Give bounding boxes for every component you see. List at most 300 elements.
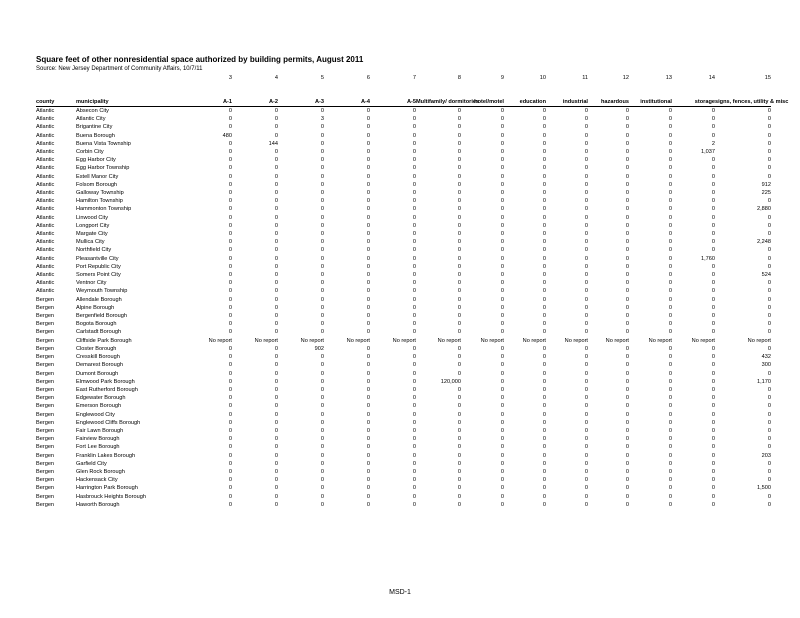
value-cell: 0 [625,452,629,459]
value-cell: 0 [457,173,461,180]
county-cell: Atlantic [36,190,55,197]
value-cell: 0 [228,427,232,434]
value-cell: 0 [500,362,504,369]
table-row [36,361,771,369]
value-cell: 0 [366,231,370,238]
value-cell: 0 [274,304,278,311]
table-row [36,484,771,492]
value-cell: 0 [625,493,629,500]
value-cell: 0 [767,321,771,328]
county-cell: Atlantic [36,132,55,139]
value-cell: 0 [228,378,232,385]
value-cell: 0 [457,239,461,246]
value-cell: 0 [320,247,324,254]
county-cell: Bergen [36,354,55,361]
value-cell: 2,880 [757,206,771,213]
value-cell: 0 [625,263,629,270]
value-cell: 0 [228,190,232,197]
value-cell: 0 [366,378,370,385]
value-cell: 0 [500,296,504,303]
value-cell: 0 [320,239,324,246]
table-row [36,148,771,156]
value-cell: 0 [711,436,715,443]
value-cell: 0 [668,354,672,361]
value-cell: 0 [767,124,771,131]
value-cell: 0 [228,124,232,131]
value-cell: 0 [228,255,232,262]
value-cell: 0 [767,411,771,418]
value-cell: 0 [542,288,546,295]
county-cell: Atlantic [36,231,55,238]
value-cell: 0 [412,140,416,147]
value-cell: 0 [711,165,715,172]
value-cell: 0 [500,140,504,147]
value-cell: 0 [625,378,629,385]
column-number [36,74,76,83]
table-row [36,328,771,336]
value-cell: 0 [542,239,546,246]
value-cell: 0 [274,419,278,426]
value-cell: 0 [457,247,461,254]
value-cell: 0 [500,116,504,123]
table-row [36,394,771,402]
municipality-cell: Bogota Borough [76,321,117,328]
value-cell: 0 [767,436,771,443]
value-cell: 0 [320,108,324,114]
column-number [76,74,188,83]
value-cell: 0 [500,354,504,361]
column-number: 11 [582,75,588,81]
table-row [36,337,771,345]
value-cell: 0 [457,255,461,262]
column-header: education [504,83,546,107]
value-cell: 0 [625,165,629,172]
value-cell: 0 [668,436,672,443]
value-cell: 0 [228,214,232,221]
value-cell: 0 [500,132,504,139]
value-cell: 0 [711,280,715,287]
table-row [36,181,771,189]
value-cell: 0 [625,395,629,402]
municipality-cell: Pleasantville City [76,255,119,262]
column-header: A-4 [324,83,370,107]
value-cell: 0 [366,452,370,459]
county-cell: Bergen [36,485,55,492]
value-cell: 0 [668,116,672,123]
value-cell: 0 [274,436,278,443]
report-title: Square feet of other nonresidential space authorized by building permits, August 2011 [36,55,364,64]
municipality-cell: Egg Harbor Township [76,165,130,172]
value-cell: 0 [366,370,370,377]
value-cell: 0 [274,149,278,156]
value-cell: 0 [500,288,504,295]
value-cell: 0 [320,354,324,361]
column-header: A-1 [188,83,232,107]
value-cell: 0 [668,165,672,172]
value-cell: 0 [584,411,588,418]
column-header: hazardous [588,83,629,107]
value-cell: 0 [668,198,672,205]
value-cell: 0 [366,181,370,188]
municipality-cell: East Rutherford Borough [76,386,138,393]
value-cell: 0 [274,362,278,369]
value-cell: 0 [457,354,461,361]
county-cell: Atlantic [36,149,55,156]
value-cell: 0 [711,427,715,434]
table-row [36,205,771,213]
table-row [36,271,771,279]
value-cell: 0 [668,493,672,500]
table-row [36,164,771,172]
value-cell: 0 [584,444,588,451]
value-cell: 0 [500,321,504,328]
value-cell: 0 [366,173,370,180]
value-cell: 0 [500,190,504,197]
page-footer: MSD-1 [389,589,411,596]
value-cell: 0 [711,452,715,459]
column-header: hotel/motel [461,83,504,107]
value-cell: 0 [668,378,672,385]
value-cell: 0 [320,477,324,484]
value-cell: 0 [228,165,232,172]
value-cell: 0 [500,378,504,385]
value-cell: 0 [668,501,672,508]
county-cell: Bergen [36,337,55,344]
value-cell: 0 [542,272,546,279]
column-number: 13 [665,75,672,81]
municipality-cell: Ventnor City [76,280,107,287]
column-header: storage [672,83,715,107]
value-cell: 1,170 [757,378,771,385]
value-cell: 0 [457,116,461,123]
value-cell: 0 [320,231,324,238]
value-cell: 0 [542,157,546,164]
value-cell: 0 [274,501,278,508]
value-cell: 0 [457,444,461,451]
value-cell: 0 [668,321,672,328]
value-cell: 0 [625,329,629,336]
value-cell: 0 [625,206,629,213]
value-cell: 0 [320,255,324,262]
municipality-cell: Buena Borough [76,132,115,139]
value-cell: 0 [668,280,672,287]
value-cell: 0 [542,386,546,393]
value-cell: 0 [668,362,672,369]
value-cell: 0 [274,157,278,164]
value-cell: 0 [542,140,546,147]
table-row [36,304,771,312]
value-cell: 0 [584,345,588,352]
value-cell: 0 [366,296,370,303]
value-cell: 0 [228,354,232,361]
value-cell: 0 [711,485,715,492]
value-cell: 0 [412,280,416,287]
value-cell: 0 [767,263,771,270]
county-cell: Atlantic [36,239,55,246]
value-cell: 0 [457,321,461,328]
value-cell: 0 [767,419,771,426]
value-cell: 0 [584,263,588,270]
county-cell: Atlantic [36,165,55,172]
county-cell: Bergen [36,427,55,434]
value-cell: 432 [761,354,771,361]
value-cell: 0 [366,354,370,361]
value-cell: 0 [412,501,416,508]
value-cell: 0 [711,477,715,484]
value-cell: 0 [366,501,370,508]
value-cell: 0 [366,214,370,221]
value-cell: 0 [584,460,588,467]
value-cell: 0 [711,468,715,475]
value-cell: 0 [767,296,771,303]
value-cell: 0 [412,108,416,114]
value-cell: 0 [457,329,461,336]
value-cell: 0 [625,370,629,377]
value-cell: 0 [320,321,324,328]
value-cell: 0 [500,468,504,475]
municipality-cell: Glen Rock Borough [76,468,125,475]
table-row [36,378,771,386]
value-cell: 0 [711,329,715,336]
municipality-cell: Margate City [76,231,108,238]
value-cell: 0 [711,501,715,508]
value-cell: 0 [412,190,416,197]
value-cell: 0 [274,395,278,402]
column-number: 4 [274,75,278,81]
value-cell: 1,037 [701,149,715,156]
value-cell: 0 [366,468,370,475]
municipality-cell: Cresskill Borough [76,354,120,361]
value-cell: 0 [274,165,278,172]
value-cell: 0 [500,386,504,393]
value-cell: 225 [761,190,771,197]
value-cell: 0 [711,411,715,418]
value-cell: 0 [711,313,715,320]
value-cell: 0 [542,378,546,385]
value-cell: 0 [542,263,546,270]
table-row [36,435,771,443]
value-cell: No report [346,337,370,344]
value-cell: 3 [320,116,324,123]
value-cell: 0 [542,231,546,238]
value-cell: 0 [711,386,715,393]
value-cell: 0 [320,149,324,156]
value-cell: 0 [767,198,771,205]
value-cell: 0 [320,190,324,197]
value-cell: 0 [542,452,546,459]
value-cell: 0 [274,173,278,180]
value-cell: No report [605,337,629,344]
value-cell: 0 [625,116,629,123]
value-cell: 0 [625,345,629,352]
value-cell: 0 [366,132,370,139]
value-cell: 0 [500,460,504,467]
value-cell: 0 [584,427,588,434]
value-cell: 0 [228,222,232,229]
value-cell: 0 [274,255,278,262]
value-cell: 0 [228,280,232,287]
value-cell: 0 [668,370,672,377]
value-cell: 0 [500,501,504,508]
value-cell: 0 [668,140,672,147]
value-cell: 0 [366,493,370,500]
value-cell: 0 [366,116,370,123]
table-row [36,402,771,410]
value-cell: 0 [542,477,546,484]
county-cell: Bergen [36,493,55,500]
value-cell: 0 [668,386,672,393]
value-cell: 0 [320,427,324,434]
value-cell: 0 [412,485,416,492]
value-cell: 0 [366,477,370,484]
column-header: Multifamily/ dormitories [416,83,461,107]
value-cell: 0 [274,296,278,303]
value-cell: 0 [542,411,546,418]
value-cell: 0 [767,165,771,172]
value-cell: 0 [412,395,416,402]
value-cell: 0 [584,419,588,426]
municipality-cell: Closter Borough [76,345,117,352]
municipality-cell: Galloway Township [76,190,124,197]
value-cell: 0 [228,116,232,123]
value-cell: 0 [320,313,324,320]
value-cell: 0 [228,149,232,156]
value-cell: 0 [228,239,232,246]
value-cell: 0 [711,247,715,254]
value-cell: 0 [625,181,629,188]
value-cell: 0 [711,321,715,328]
value-cell: No report [300,337,324,344]
value-cell: 0 [584,370,588,377]
value-cell: 0 [625,108,629,114]
value-cell: 0 [366,165,370,172]
value-cell: 0 [366,280,370,287]
value-cell: 0 [228,108,232,114]
value-cell: 0 [584,255,588,262]
value-cell: 0 [625,313,629,320]
value-cell: 0 [412,132,416,139]
value-cell: 0 [668,108,672,114]
value-cell: 0 [500,313,504,320]
value-cell: 0 [366,247,370,254]
table-row [36,156,771,164]
value-cell: 0 [457,427,461,434]
value-cell: No report [392,337,416,344]
value-cell: 0 [584,329,588,336]
value-cell: 0 [366,444,370,451]
value-cell: 0 [584,304,588,311]
value-cell: 0 [366,419,370,426]
value-cell: 0 [274,108,278,114]
value-cell: 0 [366,157,370,164]
value-cell: 0 [366,395,370,402]
value-cell: 0 [500,214,504,221]
value-cell: 0 [668,395,672,402]
table-row [36,312,771,320]
value-cell: 0 [320,493,324,500]
column-number: 7 [412,75,416,81]
value-cell: 0 [500,485,504,492]
value-cell: 0 [412,198,416,205]
municipality-cell: Folsom Borough [76,181,118,188]
value-cell: 524 [761,272,771,279]
value-cell: 0 [366,149,370,156]
value-cell: 0 [767,313,771,320]
value-cell: 0 [228,419,232,426]
value-cell: 0 [711,157,715,164]
municipality-cell: Emerson Borough [76,403,122,410]
value-cell: 0 [584,468,588,475]
municipality-cell: Dumont Borough [76,370,119,377]
value-cell: 0 [625,132,629,139]
value-cell: 902 [314,345,324,352]
value-cell: 0 [668,304,672,311]
value-cell: 0 [228,181,232,188]
value-cell: 0 [500,304,504,311]
value-cell: 0 [457,411,461,418]
value-cell: 0 [668,460,672,467]
table-row [36,238,771,246]
municipality-cell: Hamilton Township [76,198,123,205]
value-cell: 0 [625,198,629,205]
value-cell: 0 [274,181,278,188]
value-cell: 0 [457,181,461,188]
county-cell: Atlantic [36,140,55,147]
value-cell: 0 [320,296,324,303]
value-cell: 0 [228,263,232,270]
value-cell: 0 [500,444,504,451]
value-cell: 0 [711,362,715,369]
value-cell: 0 [412,296,416,303]
value-cell: 0 [412,411,416,418]
value-cell: 0 [584,190,588,197]
column-number: 14 [708,75,715,81]
value-cell: No report [691,337,715,344]
municipality-cell: Englewood Cliffs Borough [76,419,141,426]
value-cell: 0 [366,485,370,492]
value-cell: 0 [500,329,504,336]
county-cell: Atlantic [36,272,55,279]
value-cell: 0 [584,272,588,279]
county-cell: Atlantic [36,263,55,270]
value-cell: 0 [542,173,546,180]
value-cell: 0 [228,288,232,295]
value-cell: 0 [366,321,370,328]
county-cell: Atlantic [36,108,55,114]
value-cell: 0 [584,378,588,385]
value-cell: 0 [366,263,370,270]
value-cell: 0 [500,370,504,377]
value-cell: 0 [711,272,715,279]
value-cell: 0 [711,304,715,311]
value-cell: 0 [711,116,715,123]
value-cell: 0 [584,395,588,402]
column-number: 15 [764,75,771,81]
value-cell: 0 [767,231,771,238]
county-cell: Bergen [36,304,55,311]
value-cell: 0 [274,190,278,197]
value-cell: 0 [274,272,278,279]
value-cell: 0 [412,255,416,262]
value-cell: 0 [711,214,715,221]
value-cell: 0 [228,501,232,508]
value-cell: 0 [228,329,232,336]
value-cell: 0 [542,419,546,426]
value-cell: 0 [366,362,370,369]
value-cell: 0 [625,255,629,262]
value-cell: 0 [412,452,416,459]
value-cell: 0 [711,419,715,426]
